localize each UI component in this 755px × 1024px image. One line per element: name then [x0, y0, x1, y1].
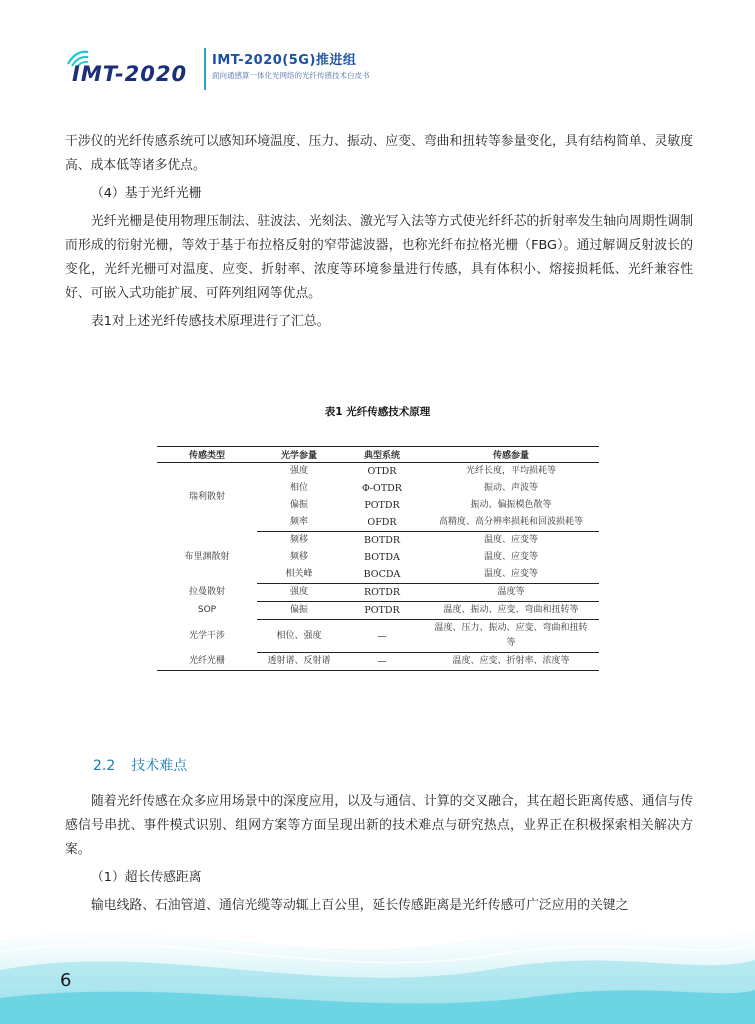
cell-system: ROTDR — [341, 584, 423, 602]
paragraph: 表1对上述光纤传感技术原理进行了汇总。 — [91, 314, 330, 329]
page-number: 6 — [60, 970, 72, 991]
paragraph: 光纤光栅是使用物理压制法、驻波法、光刻法、激光写入法等方式使光纤纤芯的折射率发生轴向周期性调制而形成的衍射光栅，等效于基于布拉格反射的窄带滤波器，也称光纤布拉格光栅（FBG）。通过解调反射波长的变化，光纤光栅可对温度、应变、折射率、浓度等环境参量进行传感，具有体积小、熔接损耗低、光纤兼容性好、可嵌入式功能扩展、可阵列组网等优点。 — [65, 214, 693, 301]
cell-system: Φ-OTDR — [362, 483, 402, 494]
cell-param: 振动、声波等 — [483, 483, 538, 493]
cell-optical: 相位 — [289, 483, 308, 493]
header-title: IMT-2020(5G)推进组 — [212, 53, 357, 68]
table-row — [157, 463, 599, 481]
group-cell: 布里渊散射 — [184, 552, 230, 562]
cell-system: BOTDA — [364, 552, 400, 563]
cell-system: POTDR — [364, 500, 400, 511]
cell-system: — — [341, 620, 423, 653]
header-subtitle: 面向通感算一体化光网络的光纤传感技术白皮书 — [212, 71, 370, 80]
header-cell: 传感参量 — [423, 447, 599, 463]
header-divider — [204, 48, 206, 90]
cell-optical: 强度 — [257, 584, 341, 602]
table-row — [157, 532, 599, 550]
header-cell: 传感类型 — [157, 447, 257, 463]
cell-system: OFDR — [367, 517, 397, 528]
cell-optical: 强度 — [289, 466, 308, 476]
subheading-distance: （1）超长传感距离 — [91, 870, 202, 885]
cell-system: BOCDA — [363, 569, 401, 580]
cell-param: 光纤长度，平均损耗等 — [465, 466, 556, 476]
page-header — [0, 0, 755, 110]
header-cell: 典型系统 — [341, 447, 423, 463]
imt2020-logo — [62, 44, 202, 94]
cell-system: OTDR — [367, 466, 397, 477]
cell-optical: 频移 — [289, 552, 308, 562]
paragraph: 随着光纤传感在众多应用场景中的深度应用，以及与通信、计算的交叉融合，其在超长距离传感、通信与传感信号串扰、事件模式识别、组网方案等方面呈现出新的技术难点与研究热点，业界正在积极探索相关解决方案。 — [65, 794, 693, 857]
group-cell: 瑞利散射 — [188, 491, 225, 502]
sensing-table — [157, 446, 599, 671]
section-title — [93, 755, 187, 775]
cell-param: 温度、振动、应变、弯曲和扭转等 — [423, 602, 599, 620]
footer-wave-decoration — [0, 880, 755, 1024]
table-row — [157, 584, 599, 602]
cell-param: 温度、应变等 — [483, 552, 538, 562]
cell-optical: 相关峰 — [285, 569, 313, 579]
table-header-row — [157, 447, 599, 463]
cell-optical: 频率 — [289, 517, 308, 527]
cell-system: BOTDR — [341, 532, 423, 550]
header-cell: 光学参量 — [257, 447, 341, 463]
group-cell: 拉曼散射 — [188, 587, 225, 597]
cell-optical: 频移 — [257, 532, 341, 550]
cell-system: — — [341, 653, 423, 671]
table-row — [157, 620, 599, 653]
cell-optical: 相位、强度 — [257, 620, 341, 653]
body-text-top — [65, 130, 693, 334]
table-row — [157, 602, 599, 620]
group-cell: 光纤光栅 — [157, 653, 257, 671]
cell-optical: 透射谱、反射谱 — [257, 653, 341, 671]
table-caption: 表1 光纤传感技术原理 — [324, 406, 431, 418]
cell-param: 高精度、高分辨率损耗和回波损耗等 — [438, 517, 583, 527]
cell-optical: 偏振 — [289, 500, 308, 510]
cell-optical: 偏振 — [257, 602, 341, 620]
cell-param: 温度、应变、折射率、浓度等 — [423, 653, 599, 671]
cell-param: 振动、偏振模色散等 — [470, 500, 552, 510]
cell-system: POTDR — [341, 602, 423, 620]
section-title-text: 技术难点 — [131, 758, 188, 774]
cell-param: 温度等 — [423, 584, 599, 602]
table-row — [157, 653, 599, 671]
group-cell: 光学干涉 — [188, 630, 225, 641]
paragraph: 干涉仪的光纤传感系统可以感知环境温度、压力、振动、应变、弯曲和扭转等参量变化，具有结构简单、灵敏度高、成本低等诸多优点。 — [65, 134, 693, 173]
subheading-fbg: （4）基于光纤光栅 — [91, 186, 202, 201]
cell-param: 温度、压力、振动、应变、弯曲和扭转等 — [423, 620, 599, 653]
cell-param: 温度、应变等 — [423, 532, 599, 550]
section-number: 2.2 — [93, 758, 116, 774]
cell-param: 温度、应变等 — [483, 569, 538, 579]
logo-text: IMT-2020 — [72, 62, 188, 86]
group-cell: SOP — [197, 605, 217, 615]
paragraph: 输电线路、石油管道、通信光缆等动辄上百公里，延长传感距离是光纤传感可广泛应用的关键之 — [91, 898, 629, 913]
